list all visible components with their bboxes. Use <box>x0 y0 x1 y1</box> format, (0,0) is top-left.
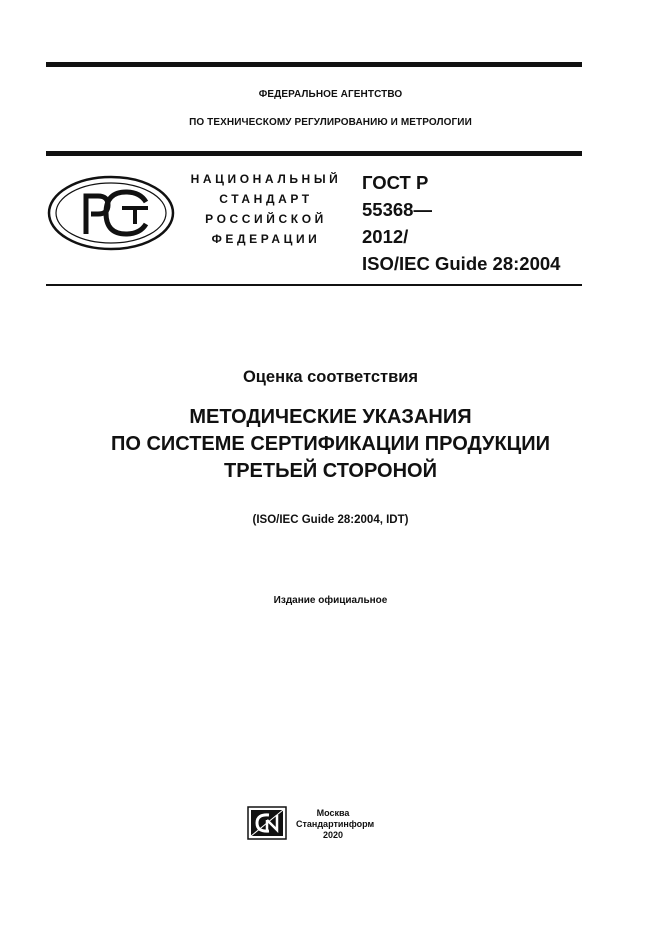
subject-title: Оценка соответствия <box>242 368 419 386</box>
designation-line-2: 55368— <box>362 199 432 220</box>
publisher-year: 2020 <box>322 830 344 840</box>
designation-line-3: 2012/ <box>362 226 409 247</box>
standard-type-line-3: РОССИЙСКОЙ <box>205 212 327 226</box>
designation-rule <box>46 284 582 286</box>
standard-type-line-2: СТАНДАРТ <box>219 192 313 206</box>
main-title-line-1: МЕТОДИЧЕСКИЕ УКАЗАНИЯ <box>189 406 472 428</box>
edition-note: Издание официальное <box>273 595 388 606</box>
standartinform-logo-icon <box>247 806 287 840</box>
standard-type-line-4: ФЕДЕРАЦИИ <box>211 232 321 246</box>
main-title-line-2: ПО СИСТЕМЕ СЕРТИФИКАЦИИ ПРОДУКЦИИ <box>110 433 551 455</box>
designation-line-1: ГОСТ Р <box>362 172 429 193</box>
agency-line-2: ПО ТЕХНИЧЕСКОМУ РЕГУЛИРОВАНИЮ И МЕТРОЛОГИИ <box>189 117 472 128</box>
main-title-line-3: ТРЕТЬЕЙ СТОРОНОЙ <box>224 460 437 482</box>
publisher-name: Стандартинформ <box>296 819 375 829</box>
top-rule <box>46 62 582 67</box>
publisher-city: Москва <box>316 808 350 818</box>
agency-line-1: ФЕДЕРАЛЬНОЕ АГЕНТСТВО <box>258 89 403 100</box>
standard-type-line-1: НАЦИОНАЛЬНЫЙ <box>190 172 342 186</box>
rst-certification-mark-icon <box>46 174 176 252</box>
header-rule <box>46 151 582 156</box>
designation-line-4: ISO/IEC Guide 28:2004 <box>362 253 561 274</box>
equivalence-note: (ISO/IEC Guide 28:2004, IDT) <box>252 514 409 526</box>
